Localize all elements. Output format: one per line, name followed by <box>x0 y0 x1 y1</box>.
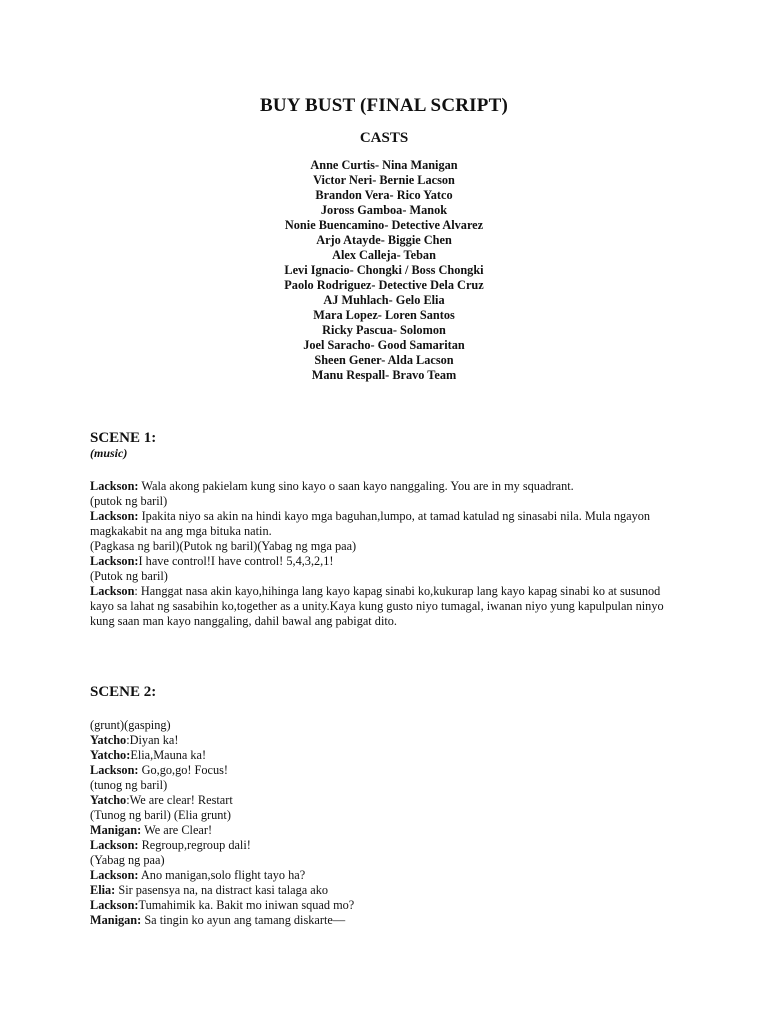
line-text: Sa tingin ko ayun ang tamang diskarte— <box>141 913 346 927</box>
scene-1-heading: SCENE 1: <box>90 430 157 446</box>
line-text: Sir pasensya na, na distract kasi talaga ako <box>115 883 329 897</box>
cast-entry: Nonie Buencamino- Detective Alvarez <box>284 218 484 232</box>
speaker-name: Yatcho <box>90 733 127 747</box>
speaker-name: Manigan: <box>90 823 142 837</box>
line-text: Wala akong pakielam kung sino kayo o saan kayo nanggaling. You are in my squadrant. <box>138 479 574 493</box>
speaker-name: Lackson: <box>90 763 139 777</box>
dialogue-line <box>90 509 690 524</box>
line-text: Ano manigan,solo flight tayo ha? <box>138 868 306 882</box>
line-text: (grunt)(gasping) <box>90 718 171 732</box>
line-text: Elia,Mauna ka! <box>130 748 207 762</box>
dialogue-line <box>90 883 690 898</box>
speaker-name: Lackson: <box>90 509 139 523</box>
dialogue-line <box>90 823 690 838</box>
dialogue-line <box>90 733 690 748</box>
line-text: Tumahimik ka. Bakit mo iniwan squad mo? <box>138 898 355 912</box>
speaker-name: Elia: <box>90 883 116 897</box>
dialogue-line <box>90 853 690 868</box>
scene-2-heading: SCENE 2: <box>90 684 157 700</box>
line-text: magkakabit na ang mga bituka natin. <box>90 524 272 538</box>
scene-2-dialogue <box>90 718 690 928</box>
cast-entry: Ricky Pascua- Solomon <box>322 323 446 337</box>
cast-entry: Joel Saracho- Good Samaritan <box>303 338 465 352</box>
dialogue-line <box>90 599 690 614</box>
cast-entry: AJ Muhlach- Gelo Elia <box>323 293 445 307</box>
line-text: (Tunog ng baril) (Elia grunt) <box>90 808 231 822</box>
speaker-name: Lackson: <box>90 479 139 493</box>
cast-entry: Arjo Atayde- Biggie Chen <box>316 233 452 247</box>
dialogue-line <box>90 614 690 629</box>
scene-1-dialogue <box>90 479 690 629</box>
dialogue-line <box>90 584 690 599</box>
cast-entry: Alex Calleja- Teban <box>332 248 436 262</box>
line-text: (putok ng baril) <box>90 494 168 508</box>
cast-entry: Paolo Rodriguez- Detective Dela Cruz <box>284 278 484 292</box>
line-text: Go,go,go! Focus! <box>138 763 229 777</box>
dialogue-line <box>90 763 690 778</box>
cast-entry: Joross Gamboa- Manok <box>320 203 448 217</box>
dialogue-line <box>90 554 690 569</box>
line-text: :Diyan ka! <box>126 733 179 747</box>
cast-entry: Manu Respall- Bravo Team <box>311 368 457 382</box>
dialogue-line <box>90 793 690 808</box>
line-text: kung saan man kayo nanggaling, dahil bawal ang pabigat dito. <box>90 614 398 628</box>
cast-entry: Sheen Gener- Alda Lacson <box>314 353 454 367</box>
dialogue-line <box>90 569 690 584</box>
line-text: kayo sa lahat ng sasabihin ko,together as a unity.Kaya kung gusto niyo tumagal, iwanan niyo yung kapulpulan ninyo <box>90 599 664 613</box>
line-text: We are Clear! <box>141 823 213 837</box>
speaker-name: Lackson: <box>90 868 139 882</box>
scene-1-note: (music) <box>90 446 128 460</box>
cast-list <box>0 158 768 383</box>
dialogue-line <box>90 494 690 509</box>
dialogue-line <box>90 539 690 554</box>
speaker-name: Lackson: <box>90 898 139 912</box>
dialogue-line <box>90 718 690 733</box>
cast-entry: Brandon Vera- Rico Yatco <box>315 188 453 202</box>
speaker-name: Manigan: <box>90 913 142 927</box>
dialogue-line <box>90 868 690 883</box>
dialogue-line <box>90 913 690 928</box>
line-text: I have control!I have control! 5,4,3,2,1! <box>138 554 334 568</box>
speaker-name: Yatcho: <box>90 748 131 762</box>
speaker-name: Lackson <box>90 584 135 598</box>
document-title: BUY BUST (FINAL SCRIPT) <box>260 95 508 116</box>
dialogue-line <box>90 808 690 823</box>
dialogue-line <box>90 778 690 793</box>
casts-heading: CASTS <box>359 130 409 146</box>
line-text: : Hanggat nasa akin kayo,hihinga lang kayo kapag sinabi ko,kukurap lang kayo kapag sinabi ko at susunod <box>134 584 661 598</box>
line-text: (Yabag ng paa) <box>90 853 165 867</box>
line-text: (Putok ng baril) <box>90 569 168 583</box>
speaker-name: Yatcho <box>90 793 127 807</box>
dialogue-line <box>90 748 690 763</box>
line-text: Ipakita niyo sa akin na hindi kayo mga baguhan,lumpo, at tamad katulad ng sinasabi nila. Mula ngayon <box>138 509 651 523</box>
line-text: :We are clear! Restart <box>126 793 233 807</box>
cast-entry: Mara Lopez- Loren Santos <box>313 308 455 322</box>
speaker-name: Lackson: <box>90 554 139 568</box>
dialogue-line <box>90 898 690 913</box>
line-text: (tunog ng baril) <box>90 778 168 792</box>
dialogue-line <box>90 479 690 494</box>
line-text: Regroup,regroup dali! <box>138 838 251 852</box>
dialogue-line <box>90 838 690 853</box>
speaker-name: Lackson: <box>90 838 139 852</box>
dialogue-line <box>90 524 690 539</box>
line-text: (Pagkasa ng baril)(Putok ng baril)(Yabag ng mga paa) <box>90 539 357 553</box>
cast-entry: Levi Ignacio- Chongki / Boss Chongki <box>284 263 484 277</box>
cast-entry: Anne Curtis- Nina Manigan <box>310 158 458 172</box>
cast-entry: Victor Neri- Bernie Lacson <box>313 173 455 187</box>
